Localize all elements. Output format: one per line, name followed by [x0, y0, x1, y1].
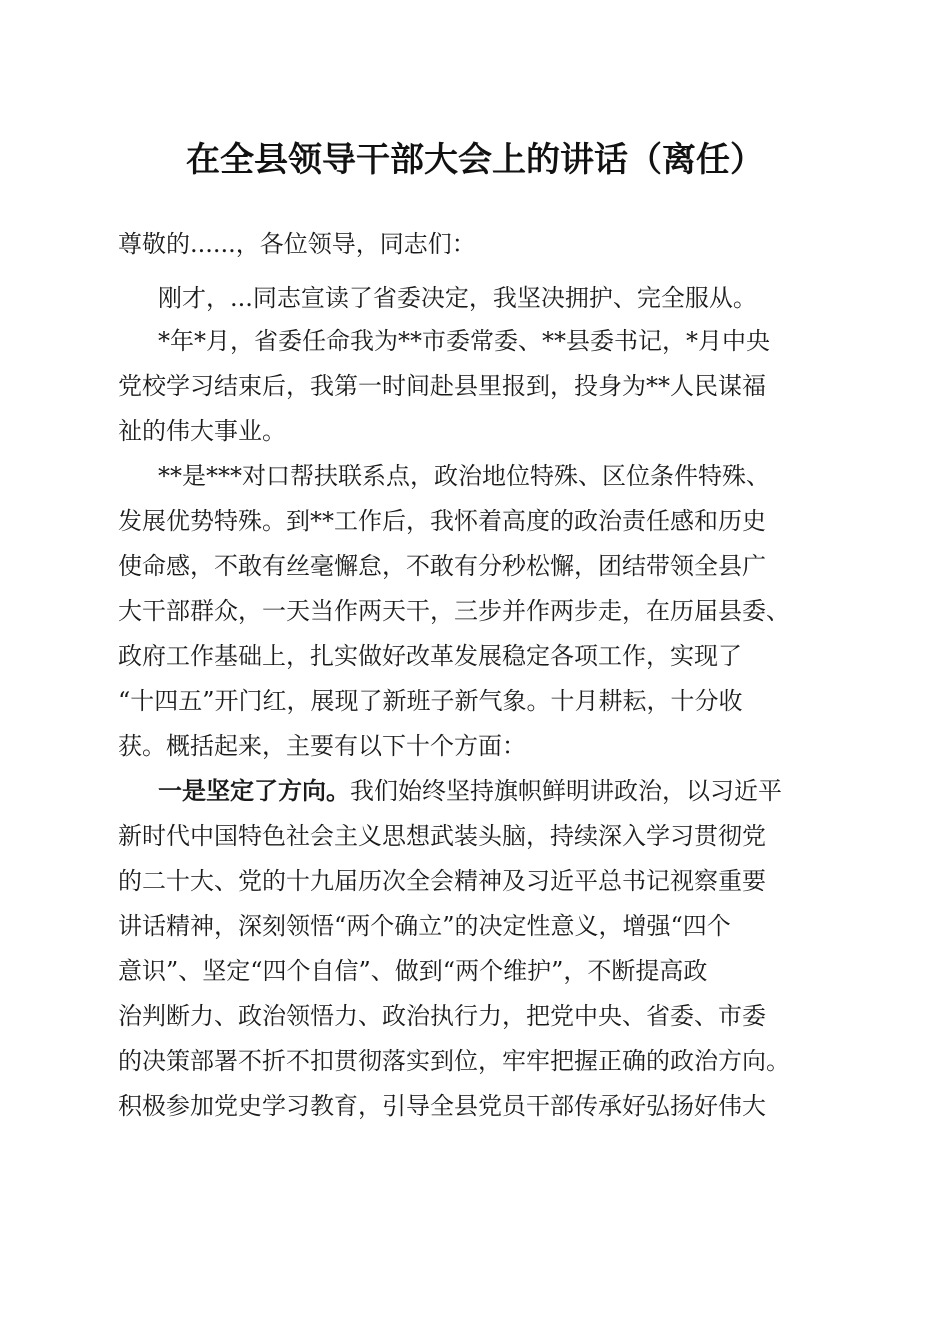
- paragraph-line: 的二十大、党的十九届历次全会精神及习近平总书记视察重要: [118, 867, 766, 895]
- salutation: 尊敬的......，各位领导，同志们：: [118, 230, 476, 258]
- point-one-text: 我们始终坚持旗帜鲜明讲政治，以习近平: [350, 777, 782, 805]
- point-one-lead: 一是坚定了方向。: [158, 776, 350, 805]
- paragraph-line: 治判断力、政治领悟力、政治执行力，把党中央、省委、市委: [118, 1002, 766, 1030]
- paragraph-line: 讲话精神，深刻领悟“两个确立”的决定性意义，增强“四个: [118, 912, 731, 940]
- paragraph-line: 发展优势特殊。到**工作后，我怀着高度的政治责任感和历史: [118, 507, 766, 535]
- paragraph-line: 政府工作基础上，扎实做好改革发展稳定各项工作，实现了: [118, 642, 742, 670]
- paragraph-line: *年*月，省委任命我为**市委常委、**县委书记，*月中央: [158, 327, 770, 355]
- paragraph-line: 新时代中国特色社会主义思想武装头脑，持续深入学习贯彻党: [118, 822, 766, 850]
- paragraph-line: 大干部群众，一天当作两天干，三步并作两步走，在历届县委、: [118, 597, 790, 625]
- paragraph-line: 意识”、坚定“四个自信”、做到“两个维护”，不断提高政: [118, 957, 708, 985]
- paragraph-line: 的决策部署不折不扣贯彻落实到位，牢牢把握正确的政治方向。: [118, 1047, 790, 1075]
- paragraph-line: 积极参加党史学习教育，引导全县党员干部传承好弘扬好伟大: [118, 1092, 766, 1120]
- paragraph-line: “十四五”开门红，展现了新班子新气象。十月耕耘，十分收: [118, 687, 743, 715]
- point-one-line: [158, 773, 782, 809]
- paragraph-line: 祉的伟大事业。: [118, 417, 286, 445]
- paragraph-line: 党校学习结束后，我第一时间赴县里报到，投身为**人民谋福: [118, 372, 766, 400]
- paragraph-line: 刚才，...同志宣读了省委决定，我坚决拥护、完全服从。: [158, 284, 757, 312]
- paragraph-line: 获。概括起来，主要有以下十个方面：: [118, 732, 526, 760]
- paragraph-line: 使命感，不敢有丝毫懈怠，不敢有分秒松懈，团结带领全县广: [118, 552, 766, 580]
- paragraph-line: **是***对口帮扶联系点，政治地位特殊、区位条件特殊、: [158, 462, 770, 490]
- document-title: 在全县领导干部大会上的讲话（离任）: [186, 140, 764, 180]
